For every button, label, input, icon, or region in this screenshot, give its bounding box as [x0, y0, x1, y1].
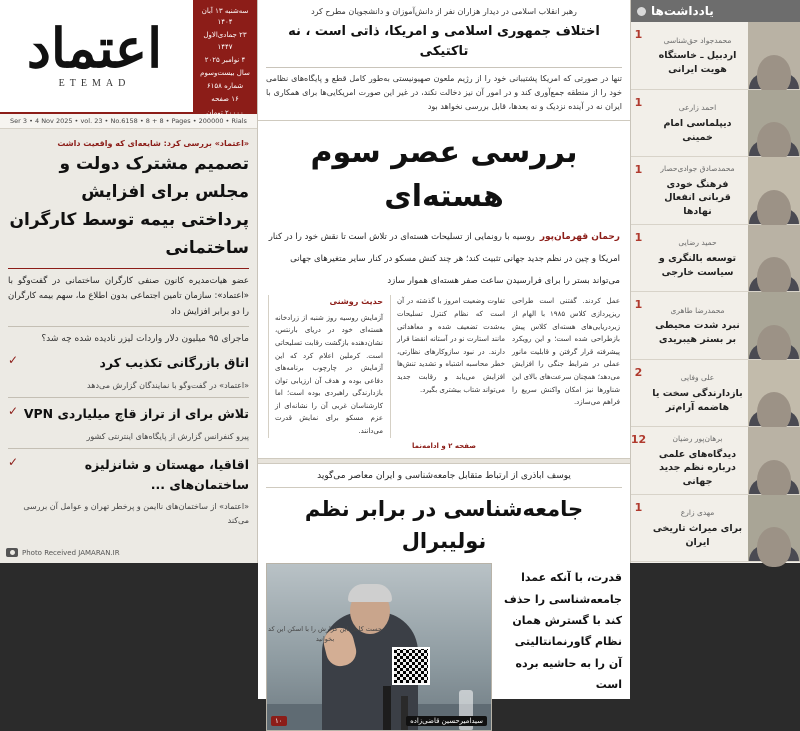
note-number: 1: [634, 230, 643, 244]
note-body: [646, 225, 748, 292]
qr-caption: جست کامل این گزارش را با اسکن این کد بخوانید: [268, 624, 382, 644]
note-author: مهدی زارع: [680, 508, 715, 518]
photo-credit-badge: سیدامیرحسین قاضی‌زاده: [406, 716, 487, 726]
note-number: 2: [634, 365, 643, 379]
issue-date-gregorian: ۴ نوامبر ۲۰۲۵: [204, 55, 246, 64]
page-number-badge: ۱۰: [271, 716, 287, 726]
main-story-columns: [268, 295, 620, 437]
page-title: بررسی عصر سوم هسته‌ای: [310, 135, 578, 214]
list-item[interactable]: [8, 404, 249, 423]
note-title: دیدگاه‌های علمی درباره نظم جدید جهانی: [658, 448, 737, 488]
top-story-kicker: رهبر انقلاب اسلامی در دیدار هزاران نفر از دانش‌آموزان و دانشجویان مطرح کرد: [311, 7, 577, 16]
lead-kicker: «اعتماد» بررسی کرد: شایعه‌ای که واقعیت داشت: [57, 139, 249, 148]
story-column: [390, 295, 505, 437]
issue-pages: ۱۶ صفحه: [211, 95, 239, 104]
note-title: نبرد شدت محیطی بر بستر هیبریدی: [655, 320, 740, 346]
avatar: [748, 360, 800, 427]
note-title: برای میراث تاریخی ایران: [652, 522, 743, 548]
photo-credit-text: Photo Received JAMARAN.IR: [22, 548, 120, 557]
avatar: [748, 292, 800, 359]
note-author: محمدجواد حق‌شناسی: [663, 35, 732, 45]
list-item[interactable]: [631, 292, 800, 360]
note-author: محمدرضا طاهری: [670, 305, 725, 315]
story-column: [268, 295, 383, 437]
column-text: تفاوت وضعیت امروز با گذشته در آن است که نظام کنترل تسلیحات به‌شدت تضعیف شده و معاهداتی مانند استارت نو در آستانه انقضا قرار دارند. در نبود سازوکارهای نظارتی، خطر محاسبه اشتباه و تشدید تنش‌ها افزایش می‌یابد و رقابت جدید می‌تواند شتاب بیشتری بگیرد.: [397, 297, 505, 394]
issue-info-bar: Ser 3 • 4 Nov 2025 • vol. 23 • No.6158 • 8 + 8 • Pages • 200000 • Rials: [0, 114, 257, 129]
continued-page-ref: صفحه ۲ و ادامه‌نما: [412, 441, 476, 450]
note-number: 12: [630, 433, 647, 446]
avatar: [748, 157, 800, 224]
note-body: [646, 22, 748, 89]
column-heading: حدیث روشنی: [329, 297, 383, 307]
note-body: [646, 360, 748, 427]
bullet-sub: پیرو کنفرانس گزارش از پایگاه‌های اینترنتی کشور: [86, 431, 249, 441]
issue-info-box: [193, 0, 257, 117]
byline: رحمان قهرمان‌پور: [539, 232, 620, 243]
list-item[interactable]: [631, 495, 800, 563]
avatar: [748, 22, 800, 89]
issue-date-solar: سه‌شنبه ۱۳ آبان ۱۴۰۴: [201, 7, 249, 27]
note-body: [646, 157, 748, 224]
note-author: حمید رضایی: [678, 238, 717, 248]
note-author: احمد زارعی: [678, 103, 717, 113]
bullet-title: اقاقیا، مهستان و شانزلیزه ساختمان‌های ...: [84, 457, 249, 492]
feature-content: [266, 563, 622, 731]
bullet-title: تلاش برای از تراز قاچ میلیاردی VPN: [23, 406, 249, 422]
center-column: [258, 0, 630, 726]
qr-code-icon[interactable]: [392, 647, 430, 685]
main-story-lede-wrap: [268, 224, 620, 289]
list-item[interactable]: [631, 360, 800, 428]
note-author: محمدصادق جوادی‌حصار: [660, 163, 735, 173]
lead-subhead: عضو هیات‌مدیره کانون صنفی کارگران ساختمانی در گفت‌وگو با «اعتماد»: سازمان تامین اجتماعی بدون اطلاع ما، سهم بیمه کارگران را دو برابر افزایش داد: [8, 276, 249, 317]
issue-number: شماره ۶۱۵۸: [206, 82, 244, 91]
top-story-body: تنها در صورتی که امریکا پشتیبانی خود را از رژیم ملعون صهیونیستی به‌طور کامل قطع و پایگاه‌های نظامی خود را از منطقه جمع‌آوری کند و در امور آن نیز دخالت نکند، در غیر این صورت امریکایی‌ها برای همکاری با ایران نه در آینده نزدیک و نه بعدها، قابل بررسی نخواهد بود: [266, 74, 622, 112]
check-icon: ✓: [8, 455, 19, 470]
photo-credit: [6, 548, 120, 557]
issue-price: ۲۰۰۰۰ تومان: [206, 108, 244, 117]
list-item[interactable]: [631, 225, 800, 293]
top-story-headline: اختلاف جمهوری اسلامی و امریکا، ذاتی است ، نه تاکتیکی: [266, 22, 622, 69]
masthead-column: [0, 0, 258, 563]
main-story: [258, 121, 630, 458]
list-item[interactable]: [631, 22, 800, 90]
note-number: 1: [634, 95, 643, 109]
note-title: دیپلماسی امام خمینی: [663, 117, 732, 143]
note-title: اردبیل ـ خاستگاه هویت ایرانی: [658, 50, 737, 76]
avatar: [748, 427, 800, 494]
notes-sidebar: [630, 0, 800, 563]
check-icon: ✓: [8, 404, 19, 419]
note-body: [646, 495, 748, 562]
note-title: فرهنگ خودی قربانی انفعال نهادها: [664, 178, 731, 218]
note-number: 1: [634, 298, 643, 311]
bullet-sub: «اعتماد» در گفت‌وگو با نمایندگان گزارش می‌دهد: [87, 380, 249, 390]
note-number: 1: [634, 28, 643, 41]
question-line: ماجرای ۹۵ میلیون دلار واردات لیزر نادیده شده چه شد؟: [41, 334, 249, 345]
bullet-sub: «اعتماد» از ساختمان‌های ناایمن و پرخطر تهران و عوامل آن بررسی می‌کند: [23, 502, 249, 525]
main-story-lede: روسیه با رونمایی از تسلیحات هسته‌ای در تلاش است تا نقش خود را در کنار امریکا و چین در نظم جدید جهانی تثبیت کند؛ هر چند کنش مسکو در کنار سایر متغیرهای جهانی می‌تواند بستر را برای فرارسیدن ساعت صفر هسته‌ای هموار سازد: [268, 232, 620, 286]
issue-year: سال بیست‌وسوم: [200, 68, 250, 77]
list-item[interactable]: [631, 90, 800, 158]
camera-icon: [6, 548, 18, 557]
feature-kicker: یوسف اباذری از ارتباط متقابل جامعه‌شناسی و ایران معاصر می‌گوید: [266, 469, 622, 488]
avatar: [748, 495, 800, 562]
note-number: 1: [634, 163, 643, 176]
bottom-feature: [258, 463, 630, 726]
check-icon: ✓: [8, 353, 19, 368]
note-body: [646, 292, 748, 359]
note-author: برهان‌پور رضیان: [672, 433, 723, 443]
logo: [0, 15, 193, 90]
note-title: توسعه بالنگری و سیاست خارجی: [658, 252, 737, 278]
top-story-strip: [258, 0, 630, 121]
sidebar-header: [631, 0, 800, 22]
issue-date-lunar: ۲۳ جمادی‌الاول ۱۴۴۷: [203, 31, 247, 51]
list-item[interactable]: [8, 353, 249, 372]
feature-headline: جامعه‌شناسی در برابر نظم نولیبرال: [304, 497, 584, 553]
note-body: [646, 90, 748, 157]
note-number: 1: [634, 500, 643, 514]
masthead-stories: [0, 129, 257, 537]
avatar: [748, 225, 800, 292]
lead-headline: تصمیم مشترک دولت و مجلس برای افزایش پرداختی بیمه توسط کارگران ساختمانی: [9, 154, 249, 259]
list-item[interactable]: [8, 455, 249, 494]
avatar: [748, 90, 800, 157]
feature-pullquote: قدرت، با آنکه عمدا جامعه‌شناسی را حذف کند با گسترش همان نظام گاورنمانتالیتی آن را به حاشیه برده است: [504, 571, 622, 692]
masthead: [0, 0, 257, 117]
bullet-title: اتاق بازرگانی تکذیب کرد: [99, 355, 249, 371]
logo-arabic: اعتماد: [26, 15, 163, 80]
note-author: علی وفایی: [680, 373, 715, 383]
column-text: عمل کردند. گفتنی است طراحی ریزپردازی کلاس ۱۹۸۵ با الهام از زیردریایی‌های هسته‌ای کلاس پیش بازطراحی شده است؛ و این رویکرد پیشرفته قرار گرفتن و قابلیت مانور عملی در شرایط جنگی را افزایش می‌دهد؛ همچنان سرعت‌های بالای این شناورها نیز امکان واکنش سریع را فراهم می‌سازد.: [512, 297, 620, 407]
column-text: آزمایش روسیه روز شنبه از زرادخانه هسته‌ای خود در دریای بارنتس، نشان‌دهنده بازگشت رقابت تسلیحاتی است. کرملین اعلام کرد که این آزمایش در چارچوب برنامه‌های دفاعی بوده و هدف آن ارزیابی توان بازدارندگی راهبردی بوده است؛ اما کارشناسان غربی آن را نشانه‌ای از عزم مسکو برای نمایش قدرت می‌دانند.: [275, 313, 383, 436]
notes-list: [631, 22, 800, 562]
sidebar-header-title: یادداشت‌ها: [651, 4, 714, 18]
logo-latin: ETEMAD: [58, 78, 131, 90]
feature-photo: [266, 563, 492, 731]
list-item[interactable]: [631, 157, 800, 225]
bullet-icon: [637, 7, 646, 16]
list-item[interactable]: [631, 427, 800, 495]
note-title: بازدارندگی سخت یا هاضمه آرام‌تر: [652, 387, 743, 413]
story-column: [512, 295, 620, 437]
note-body: [646, 427, 748, 494]
